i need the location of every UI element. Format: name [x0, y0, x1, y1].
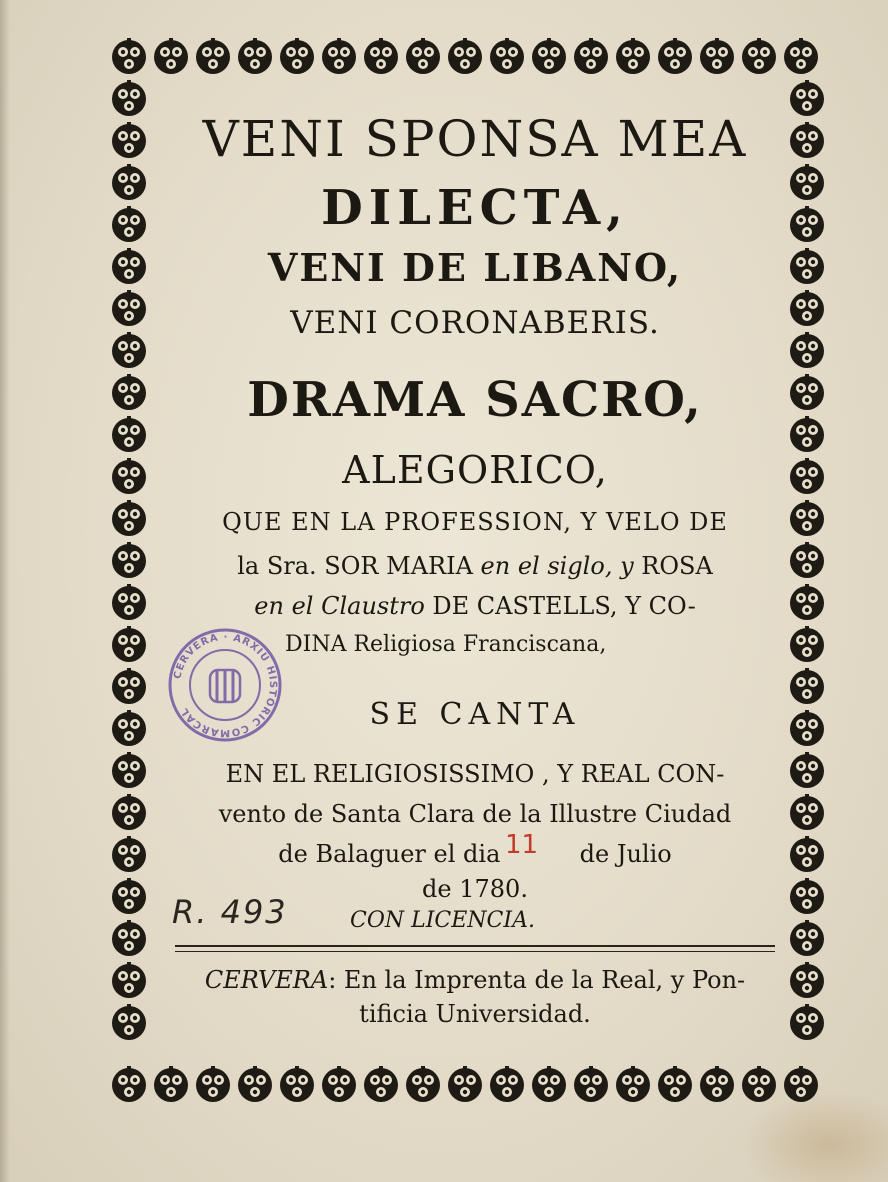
- border-ornament: [112, 164, 146, 200]
- imprint-city: CERVERA: [204, 966, 329, 994]
- border-ornament: [112, 794, 146, 830]
- border-ornament: [790, 206, 824, 242]
- border-ornament: [112, 38, 146, 74]
- border-ornament: [112, 626, 146, 662]
- border-ornament: [658, 1066, 692, 1102]
- handwritten-shelfmark: R. 493: [172, 893, 288, 931]
- border-ornament: [112, 332, 146, 368]
- title-line-1: VENI SPONSA MEA: [202, 110, 748, 168]
- border-ornament: [490, 1066, 524, 1102]
- dedication-line-4: DINA Religiosa Franciscana,: [285, 632, 607, 657]
- border-ornament: [112, 500, 146, 536]
- border-ornament: [790, 122, 824, 158]
- dedication-line-1: QUE EN LA PROFESSION, Y VELO DE: [222, 508, 728, 536]
- border-ornament: [238, 38, 272, 74]
- dedication-italic-claustro: en el Claustro: [254, 592, 425, 620]
- border-ornament: [112, 710, 146, 746]
- title-line-3: VENI DE LIBANO,: [267, 245, 683, 290]
- title-line-2: DILECTA,: [321, 180, 629, 236]
- border-ornament: [790, 920, 824, 956]
- border-ornament: [112, 542, 146, 578]
- location-line-1: EN EL RELIGIOSISSIMO , Y REAL CON-: [225, 760, 725, 788]
- dedication-line-3: [170, 592, 780, 620]
- border-ornament: [406, 1066, 440, 1102]
- border-ornament: [790, 500, 824, 536]
- border-ornament: [112, 668, 146, 704]
- border-ornament: [280, 38, 314, 74]
- border-ornament: [790, 290, 824, 326]
- border-ornament: [790, 248, 824, 284]
- border-ornament: [790, 164, 824, 200]
- location-line-2: vento de Santa Clara de la Illustre Ciudad: [218, 800, 732, 828]
- licence-text: CON LICENCIA.: [350, 908, 535, 933]
- border-ornament: [112, 752, 146, 788]
- border-ornament: [112, 1004, 146, 1040]
- border-ornament: [790, 752, 824, 788]
- dedication-text: la Sra. SOR MARIA: [237, 552, 481, 580]
- subtitle-line-2: ALEGORICO,: [342, 448, 608, 492]
- border-ornament: [112, 374, 146, 410]
- border-ornament: [532, 1066, 566, 1102]
- border-ornament: [658, 38, 692, 74]
- border-ornament: [112, 206, 146, 242]
- border-ornament: [322, 1066, 356, 1102]
- border-ornament: [112, 920, 146, 956]
- handwritten-day: 11: [505, 830, 539, 860]
- border-ornament: [112, 248, 146, 284]
- border-ornament: [112, 290, 146, 326]
- border-ornament: [154, 38, 188, 74]
- imprint-line-1: [170, 966, 780, 994]
- imprint-line-2: tificia Universidad.: [359, 1000, 591, 1028]
- border-ornament: [790, 710, 824, 746]
- border-ornament: [790, 626, 824, 662]
- border-ornament: [790, 836, 824, 872]
- dedication-surname: DE CASTELLS, Y CO-: [424, 592, 696, 620]
- border-ornament: [616, 1066, 650, 1102]
- border-ornament: [784, 38, 818, 74]
- se-canta-heading: SE CANTA: [369, 697, 581, 732]
- border-ornament: [616, 38, 650, 74]
- border-ornament: [742, 38, 776, 74]
- border-ornament: [574, 1066, 608, 1102]
- dedication-line-2: [170, 552, 780, 580]
- location-year: de 1780.: [422, 875, 528, 903]
- border-ornament: [790, 332, 824, 368]
- border-ornament: [112, 80, 146, 116]
- border-ornament: [790, 1004, 824, 1040]
- border-ornament: [790, 80, 824, 116]
- border-ornament: [490, 38, 524, 74]
- border-ornament: [790, 878, 824, 914]
- title-line-4: VENI CORONABERIS.: [290, 305, 660, 341]
- border-ornament: [112, 416, 146, 452]
- dedication-conjunction: , y: [604, 552, 642, 580]
- border-ornament: [364, 38, 398, 74]
- dedication-name: ROSA: [641, 552, 713, 580]
- dedication-italic: en el siglo: [480, 552, 605, 580]
- border-ornament: [280, 1066, 314, 1102]
- border-ornament: [364, 1066, 398, 1102]
- border-ornament: [700, 38, 734, 74]
- border-ornament: [448, 38, 482, 74]
- border-ornament: [790, 584, 824, 620]
- border-ornament: [112, 1066, 146, 1102]
- border-ornament: [790, 374, 824, 410]
- subtitle-line-1: DRAMA SACRO,: [247, 372, 703, 428]
- border-ornament: [112, 122, 146, 158]
- border-ornament: [112, 878, 146, 914]
- page-edge-shadow: [0, 0, 10, 1182]
- double-rule: [175, 945, 775, 952]
- stamp-seal: [170, 630, 280, 740]
- border-ornament: [790, 962, 824, 998]
- border-ornament: [700, 1066, 734, 1102]
- border-ornament: [196, 38, 230, 74]
- stamp-text: CERVERA · ARXIU HISTÒRIC COMARCAL: [172, 631, 279, 739]
- border-ornament: [196, 1066, 230, 1102]
- location-date-suffix: de Julio: [572, 840, 672, 868]
- border-ornament: [790, 542, 824, 578]
- border-ornament: [238, 1066, 272, 1102]
- border-ornament: [112, 458, 146, 494]
- location-line-3: [170, 840, 780, 868]
- border-ornament: [112, 836, 146, 872]
- border-ornament: [112, 962, 146, 998]
- border-ornament: [322, 38, 356, 74]
- border-ornament: [406, 38, 440, 74]
- border-ornament: [784, 1066, 818, 1102]
- border-ornament: [790, 458, 824, 494]
- location-date-prefix: de Balaguer el dia: [278, 840, 509, 868]
- border-ornament: [532, 38, 566, 74]
- border-ornament: [112, 584, 146, 620]
- border-ornament: [448, 1066, 482, 1102]
- border-ornament: [574, 38, 608, 74]
- border-ornament: [742, 1066, 776, 1102]
- border-ornament: [790, 668, 824, 704]
- imprint-press: : En la Imprenta de la Real, y Pon-: [328, 966, 746, 994]
- border-ornament: [790, 416, 824, 452]
- border-ornament: [790, 794, 824, 830]
- archive-stamp: [165, 625, 285, 745]
- border-ornament: [154, 1066, 188, 1102]
